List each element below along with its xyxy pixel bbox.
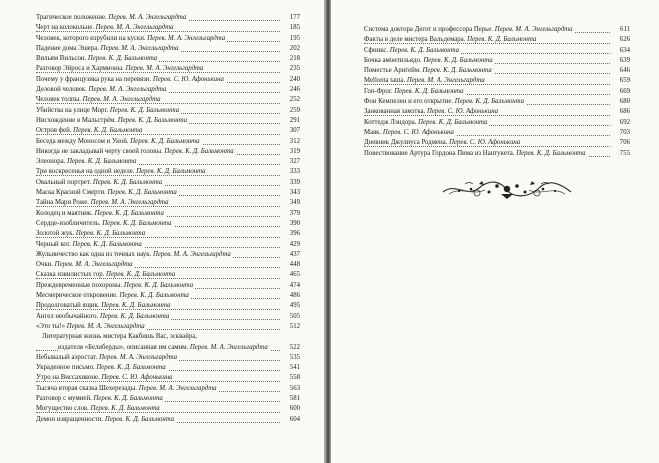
toc-entry <box>36 167 300 177</box>
translator-credit: Перев. К. Д. Бальмонта <box>93 394 163 402</box>
translator-credit: Перев. К. Д. Бальмонта <box>119 292 189 300</box>
page-number: 185 <box>280 23 300 33</box>
page-number: 246 <box>280 85 300 95</box>
story-title: Дневник Джулиуса Родмена. <box>364 139 448 147</box>
story-title: Фон Кемпелен и его открытие. <box>364 98 454 106</box>
toc-entry-title <box>36 302 173 309</box>
translator-credit: Перев. К. Д. Бальмонта <box>75 230 146 238</box>
page-number: 327 <box>280 157 300 167</box>
page-number: 541 <box>280 363 300 373</box>
translator-credit: Перев. М. А. Энгельгардта <box>125 65 204 73</box>
toc-entry-title <box>364 88 466 95</box>
toc-entry-title <box>42 333 199 340</box>
page-number: 339 <box>280 178 300 188</box>
page-number: 600 <box>280 404 300 414</box>
toc-entry <box>36 13 300 23</box>
toc-entry <box>364 56 630 66</box>
toc-entry-title <box>364 57 495 64</box>
toc-entry <box>364 87 630 97</box>
page-number: 611 <box>610 25 630 35</box>
translator-credit: Перев. М. А. Энгельгардта <box>494 26 573 33</box>
translator-credit: Перев. К. Д. Бальмонта <box>73 127 143 135</box>
story-title: Ангел необычайного. <box>36 312 99 320</box>
story-title: издателя «Белиберды», описанная им самим. <box>58 343 189 351</box>
translator-credit: Перев. К. Д. Бальмонта <box>389 46 460 54</box>
translator-credit: Перев. М. А. Энгельгардта <box>108 14 187 21</box>
story-title: Повествование Артура Гордона Пима из Нантукета. <box>364 149 515 157</box>
translator-credit: Перев. К. Д. Бальмонта <box>394 87 464 95</box>
toc-entry-title <box>36 282 195 289</box>
toc-entry <box>36 85 300 95</box>
page-number: 522 <box>280 343 300 353</box>
toc-entry <box>36 229 300 239</box>
translator-credit: Перев. К. Д. Бальмонта <box>96 364 166 372</box>
toc-entry <box>36 209 300 219</box>
toc-entry-title <box>36 45 181 52</box>
toc-entry <box>36 23 300 33</box>
page-number: 686 <box>610 107 630 117</box>
page-number: 626 <box>610 35 630 45</box>
translator-credit: Перев. К. Д. Бальмонта <box>467 36 537 44</box>
story-title: Демон извращенности. <box>36 415 104 423</box>
story-title: Небывалый аэростат. <box>36 353 98 361</box>
toc-entry-title <box>364 129 456 136</box>
page-number: 349 <box>280 198 300 208</box>
page-number: 333 <box>280 167 300 177</box>
translator-credit: Перев. М. А. Энгельгардта <box>66 322 145 330</box>
toc-entry-title <box>36 86 168 93</box>
page-number: 448 <box>280 260 300 270</box>
page-number: 634 <box>610 46 630 56</box>
story-title: Падение дома Эшера. <box>36 44 99 52</box>
story-title: Система доктора Дегот и профессора Перье. <box>364 26 493 33</box>
page-number: 390 <box>280 219 300 229</box>
page-number: 505 <box>280 312 300 322</box>
toc-entry-title <box>36 179 164 186</box>
toc-entry <box>364 46 630 56</box>
toc-entry <box>36 415 300 425</box>
story-title: Трагическое положение. <box>36 14 107 21</box>
page-number: 259 <box>280 106 300 116</box>
page-number: 604 <box>280 415 300 425</box>
translator-credit: Перев. К. Д. Бальмонта <box>423 56 493 64</box>
translator-credit: Перев. К. Д. Бальмонта <box>92 178 163 186</box>
story-title: Три воскресенья на одной неделе. <box>36 168 135 176</box>
toc-entry <box>36 373 300 383</box>
book-gutter <box>324 0 331 463</box>
toc-entry <box>364 97 630 107</box>
toc-entry <box>36 188 300 198</box>
toc-entry <box>364 76 630 86</box>
toc-entry-title <box>36 107 181 114</box>
page-number: 669 <box>610 87 630 97</box>
toc-entry-title <box>364 67 494 74</box>
toc-entry <box>36 394 300 404</box>
story-title: Коттедж Лэндора. <box>364 118 417 126</box>
translator-credit: Перев. С. Ю. Афонькина <box>152 75 224 83</box>
toc-entry <box>364 66 630 76</box>
toc-entry-title <box>36 96 162 103</box>
toc-entry-title <box>36 210 166 217</box>
story-title: Деловой человек. <box>36 86 87 94</box>
toc-entry-title <box>36 261 135 268</box>
toc-entry <box>364 118 630 128</box>
translator-credit: Перев. К. Д. Бальмонта <box>109 106 180 114</box>
translator-credit: Перев. К. Д. Бальмонта <box>87 55 158 63</box>
page-number: 706 <box>610 138 630 148</box>
toc-entry <box>36 137 300 147</box>
translator-credit: Перев. К. Д. Бальмонта <box>516 149 586 157</box>
story-title: Поместье Арнгейм. <box>364 67 421 75</box>
page-number: 703 <box>610 128 630 138</box>
page-number: 437 <box>280 250 300 260</box>
toc-entry-title <box>36 385 219 392</box>
translator-credit: Перев. К. Д. Бальмонта <box>418 118 488 126</box>
story-title: Сказка извилистых гор. <box>36 271 105 279</box>
story-title: Разговор Эйроса и Хармионы. <box>36 65 124 73</box>
toc-entry <box>364 138 630 148</box>
page-number: 396 <box>280 229 300 239</box>
toc-entry-title <box>36 292 191 299</box>
page-number: 291 <box>280 116 300 126</box>
page-number: 429 <box>280 240 300 250</box>
toc-entry <box>36 75 300 85</box>
toc-entry <box>36 291 300 301</box>
page-number: 755 <box>610 149 630 159</box>
toc-entry <box>364 25 630 35</box>
story-title: Продолговатый ящик. <box>36 302 100 310</box>
toc-entry <box>36 64 300 74</box>
story-title: Черт на колокольне. <box>36 24 94 32</box>
story-title: Могущество слов. <box>36 405 89 413</box>
toc-entry-title <box>36 364 168 371</box>
page-number: 646 <box>610 66 630 76</box>
page-number: 680 <box>610 97 630 107</box>
toc-entry <box>364 35 630 45</box>
toc-entry <box>36 178 300 188</box>
toc-entry-title <box>36 395 165 402</box>
toc-entry <box>36 54 300 64</box>
toc-entry-title <box>36 35 227 42</box>
toc-entry <box>364 107 630 117</box>
story-title: Занкованная замзтка. <box>364 108 426 116</box>
translator-credit: Перев. М. А. Энгельгардта <box>90 199 169 207</box>
page-number: 512 <box>280 322 300 332</box>
translator-credit: Перев. М. А. Энгельгардта <box>54 261 133 269</box>
toc-entry-title <box>364 139 522 146</box>
decorative-ornament <box>441 180 573 200</box>
page-number: 563 <box>280 384 300 394</box>
translator-credit: Перев. С. Ю. Афонькина <box>101 374 173 382</box>
story-title: Человек толпы. <box>36 96 81 104</box>
translator-credit: Перев. К. Д. Бальмонта <box>106 271 176 279</box>
translator-credit: Перев. К. Д. Бальмонта <box>117 116 188 124</box>
translator-credit: Перев. К. Д. Бальмонта <box>90 405 160 413</box>
toc-entry-title <box>36 271 177 278</box>
story-title: Почему у французика рука на перевязи. <box>36 75 152 83</box>
toc-entry <box>36 270 300 280</box>
toc-entry <box>36 343 300 353</box>
story-title: Сфинкс. <box>364 46 389 54</box>
toc-entry <box>36 312 300 322</box>
toc-entry <box>36 363 300 373</box>
toc-entry <box>36 44 300 54</box>
toc-entry-title <box>36 220 174 227</box>
page-number: 177 <box>280 13 300 23</box>
toc-list-left <box>36 13 300 425</box>
toc-entry <box>36 384 300 394</box>
toc-entry <box>36 198 300 208</box>
toc-entry <box>36 116 300 126</box>
toc-entry-title <box>36 55 159 62</box>
left-page <box>0 0 324 463</box>
toc-entry-title <box>36 230 147 237</box>
toc-entry <box>36 404 300 414</box>
toc-entry-title <box>36 65 205 72</box>
toc-entry <box>36 332 300 342</box>
translator-credit: Перев. К. Д. Бальмонта <box>107 189 177 197</box>
translator-credit: Перев. С. Ю. Афонькина <box>426 108 498 116</box>
story-title: Факты в деле мистера Вальдемара. <box>364 36 466 44</box>
toc-entry <box>36 219 300 229</box>
translator-credit: Перев. К. Д. Бальмонта <box>130 137 200 145</box>
story-title: Очки. <box>36 261 53 269</box>
toc-entry-title <box>36 251 233 258</box>
story-title: Тысяча вторая сказка Шехерезады. <box>36 384 138 392</box>
page-number: 343 <box>280 188 300 198</box>
page-number: 486 <box>280 291 300 301</box>
toc-entry-title <box>364 98 526 105</box>
toc-entry <box>36 240 300 250</box>
toc-entry-title <box>36 138 202 145</box>
translator-credit: Перев. К. Д. Бальмонта <box>72 240 142 248</box>
toc-entry-title <box>36 354 179 361</box>
translator-credit: Перев. К. Д. Бальмонта <box>422 67 492 75</box>
translator-credit: Перев. М. А. Энгельгардта <box>138 384 217 392</box>
toc-entry-title <box>364 119 489 126</box>
translator-credit: Перев. К. Д. Бальмонта <box>123 281 194 289</box>
story-title: Убийства на улице Морг. <box>36 106 109 114</box>
story-title: Элеонора. <box>36 158 66 166</box>
story-title: Украденное письмо. <box>36 364 95 372</box>
toc-entry-title <box>36 374 175 381</box>
story-title: Человек, которого изрубили на куски. <box>36 34 146 42</box>
page-number: 535 <box>280 353 300 363</box>
story-title: Беседа между Моносом и Уной. <box>36 137 129 145</box>
page-number: 307 <box>280 126 300 136</box>
toc-entry-title <box>36 158 138 165</box>
translator-credit: Перев. К. Д. Бальмонта <box>136 168 206 176</box>
story-title: Тайна Мари Роже. <box>36 199 89 207</box>
toc-entry-title <box>36 168 207 175</box>
story-title: Нисхождение в Мальстрём. <box>36 116 117 124</box>
right-page <box>331 0 659 463</box>
toc-entry-title <box>36 127 144 134</box>
story-title: Жульничество как одна из точных наук. <box>36 250 152 258</box>
toc-entry-title <box>36 24 176 31</box>
story-title: Никогда не закладывай черту своей головы. <box>36 147 163 155</box>
toc-entry <box>36 34 300 44</box>
story-title: Сердце-изобличитель. <box>36 219 101 227</box>
page-number: 195 <box>280 34 300 44</box>
toc-entry <box>36 147 300 157</box>
story-title: Остров фей. <box>36 127 72 135</box>
story-title: Бочка амонтильядо. <box>364 56 422 64</box>
translator-credit: Перев. М. А. Энгельгардта <box>152 250 231 258</box>
story-title: Литературная жизнь мистера Какбишь Вас, эсквайра, <box>42 333 197 341</box>
translator-credit: Перев. К. Д. Бальмонта <box>94 209 164 217</box>
story-title: Преждевременные похороны. <box>36 281 123 289</box>
toc-entry-title <box>36 313 171 320</box>
page-number: 252 <box>280 95 300 105</box>
toc-entry-title <box>36 117 189 124</box>
translator-credit: Перев. М. А. Энгельгардта <box>189 343 268 351</box>
translator-credit: Перев. М. А. Энгельгардта <box>95 24 174 32</box>
toc-entry-title <box>58 344 270 351</box>
toc-entry <box>36 353 300 363</box>
translator-credit: Перев. К. Д. Бальмонта <box>101 302 171 310</box>
translator-credit: Перев. М. А. Энгельгардта <box>147 34 226 42</box>
translator-credit: Перев. М. А. Энгельгардта <box>88 86 167 94</box>
toc-entry <box>36 260 300 270</box>
toc-entry <box>36 95 300 105</box>
toc-entry-title <box>36 148 236 155</box>
translator-credit: Перев. М. А. Энгельгардта <box>406 77 485 85</box>
translator-credit: Перев. К. Д. Бальмонта <box>164 147 234 155</box>
toc-entry <box>36 250 300 260</box>
story-title: «Это ты!» <box>36 322 66 330</box>
toc-entry-title <box>36 416 176 423</box>
toc-entry-title <box>364 26 575 33</box>
translator-credit: Перев. К. Д. Бальмонта <box>454 98 525 106</box>
toc-entry <box>36 322 300 332</box>
toc-entry-title <box>36 199 171 206</box>
translator-credit: Перев. С. Ю. Афонькина <box>449 139 521 147</box>
page-number: 581 <box>280 394 300 404</box>
toc-entry <box>364 149 630 159</box>
page-number: 692 <box>610 118 630 128</box>
page-number: 639 <box>610 56 630 66</box>
toc-entry-title <box>36 241 144 248</box>
page-number: 558 <box>280 373 300 383</box>
story-title: Утро на Виссахиконе. <box>36 374 100 382</box>
page-number: 495 <box>280 301 300 311</box>
toc-entry-title <box>364 77 487 84</box>
toc-entry-title <box>364 36 538 43</box>
toc-list-right <box>364 25 630 159</box>
toc-entry <box>36 106 300 116</box>
translator-credit: Перев. М. А. Энгельгардта <box>82 96 161 104</box>
translator-credit: Перев. К. Д. Бальмонта <box>99 312 170 320</box>
toc-entry <box>36 157 300 167</box>
story-title: Месмерическое откровение. <box>36 292 118 300</box>
translator-credit: Перев. М. А. Энгельгардта <box>99 353 177 361</box>
page-number: 218 <box>280 54 300 64</box>
story-title: Маска Красной Смерти. <box>36 189 106 197</box>
toc-entry-title <box>36 14 188 21</box>
page-number: 465 <box>280 270 300 280</box>
toc-entry-title <box>36 189 179 196</box>
story-title: Mellonta tauta. <box>364 77 406 85</box>
toc-entry-title <box>36 76 226 83</box>
story-title: Разговор с мумией. <box>36 394 92 402</box>
page-number: 474 <box>280 281 300 291</box>
story-title: Маяк. <box>364 128 382 136</box>
toc-entry <box>36 301 300 311</box>
toc-entry <box>36 126 300 136</box>
story-title: Вильям Вильсон. <box>36 55 87 63</box>
page-number: 312 <box>280 137 300 147</box>
toc-entry-title <box>364 108 500 115</box>
page-number: 319 <box>280 147 300 157</box>
translator-credit: Перев. К. Д. Бальмонта <box>104 415 175 423</box>
toc-entry <box>364 128 630 138</box>
page-number: 240 <box>280 75 300 85</box>
story-title: Гоп-Фрог. <box>364 87 393 95</box>
page-number: 659 <box>610 76 630 86</box>
page-number: 202 <box>280 44 300 54</box>
toc-entry-title <box>36 323 147 330</box>
page-number: 379 <box>280 209 300 219</box>
page-number: 235 <box>280 64 300 74</box>
toc-entry-title <box>364 150 588 157</box>
toc-entry <box>36 281 300 291</box>
story-title: Овальный портрет. <box>36 178 92 186</box>
translator-credit: Перев. М. А. Энгельгардта <box>100 44 179 52</box>
story-title: Колодец и маятник. <box>36 209 93 217</box>
story-title: Черный кот. <box>36 240 71 248</box>
toc-entry-title <box>36 405 162 412</box>
translator-credit: Перев. К. Д. Бальмонта <box>102 219 172 227</box>
story-title: Золотой жук. <box>36 230 75 238</box>
toc-entry-title <box>364 47 461 54</box>
translator-credit: Перев. К. Д. Бальмонта <box>67 158 137 166</box>
translator-credit: Перев. С. Ю. Афонькина <box>382 128 454 136</box>
